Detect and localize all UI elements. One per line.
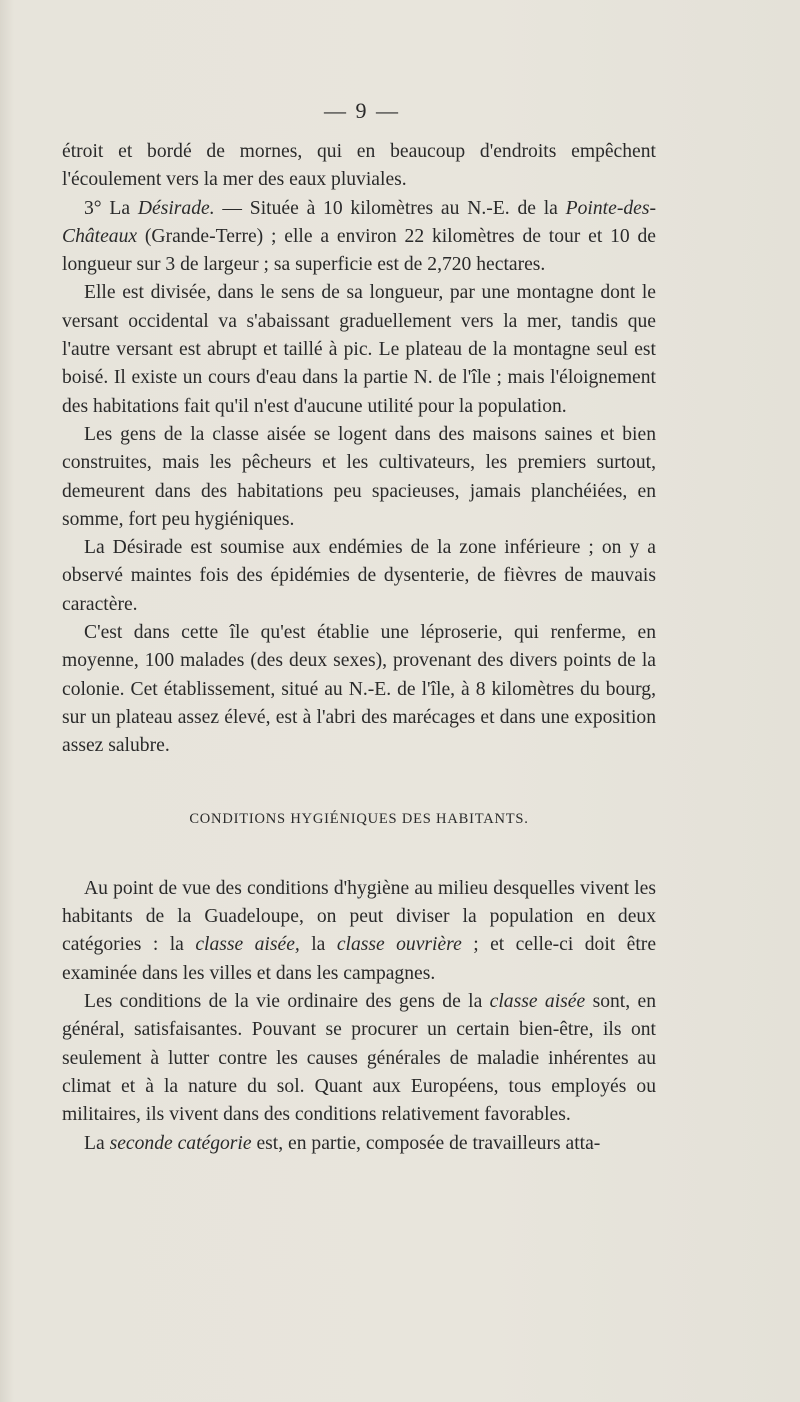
text-run: ; et celle-ci doit être examinée dans les villes et dans les campagnes. xyxy=(62,934,657,984)
page-number: — 9 — xyxy=(324,98,400,123)
italic-run: seconde catégorie xyxy=(109,1132,252,1154)
text-run: est, en partie, composée de travailleurs atta- xyxy=(251,1132,601,1154)
paragraph-leproserie: C'est dans cette île qu'est établie une léproserie, qui renferme, en moyenne, 100 malades (des deux sexes), provenant des divers points de la colonie. Cet établissement, situé au N.-E. de l'île, à 8 kilomètres du bourg, sur un plateau assez élevé, est à l'abri des marécages et dans une exposition assez salubre. xyxy=(62,622,656,757)
italic-run: classe ouvrière xyxy=(336,934,462,956)
section-heading: CONDITIONS HYGIÉNIQUES DES HABITANTS. xyxy=(189,810,529,827)
text-run: la xyxy=(299,934,337,956)
text-run: La xyxy=(84,1132,110,1154)
italic-run: classe aisée xyxy=(489,991,586,1013)
paragraph-montagne: Elle est divisée, dans le sens de sa longueur, par une montagne dont le versant occidental va s'abaissant graduellement vers la mer, tandis que l'autre versant est abrupt et taillé à pic. Le plateau de la montagne seul est boisé. Il existe un cours d'eau dans la partie N. de l'île ; mais l'éloignement des habitations fait qu'il n'est d'aucune utilité pour la population. xyxy=(62,282,656,417)
italic-run: Désirade. xyxy=(137,197,215,219)
text-run: (Grande-Terre) ; elle a environ 22 kilomètres de tour et 10 de longueur sur 3 de largeur ; sa superficie est de 2,720 hectares. xyxy=(62,225,656,276)
text-run: Au point de vue des conditions d'hygiène au milieu desquelles vivent les habitants de la Guadeloupe, on peut diviser la population en deux catégories : la xyxy=(62,877,656,956)
text-run: Les conditions de la vie ordinaire des gens de la xyxy=(84,991,490,1013)
text-run: 3° La xyxy=(84,197,138,219)
paragraph-desirade xyxy=(62,195,656,280)
paragraph-classe-aisee xyxy=(62,988,656,1129)
paragraph-endemies: La Désirade est soumise aux endémies de la zone inférieure ; on y a observé maintes fois des épidémies de dysenterie, de fièvres de mauvais caractère. xyxy=(62,537,656,615)
paragraph-continuation: étroit et bordé de mornes, qui en beaucoup d'endroits empêchent l'écoulement vers la mer des eaux pluviales. xyxy=(62,141,656,191)
text-run: — Située à 10 kilomètres au N.-E. de la xyxy=(214,197,566,219)
paragraph-categories xyxy=(62,875,656,988)
body-text xyxy=(62,138,656,1158)
italic-run: classe aisée, xyxy=(195,934,300,956)
text-run: sont, en général, satisfaisantes. Pouvant se procurer un certain bien-être, ils ont seulement à lutter contre les causes générales de maladie inhérentes au climat et à la nature du sol. Quant aux Européens, tous employés ou militaires, ils vivent dans des conditions relativement favorables. xyxy=(62,991,657,1126)
paragraph-seconde-categorie xyxy=(62,1130,656,1158)
paragraph-habitations: Les gens de la classe aisée se logent dans des maisons saines et bien construites, mais les pêcheurs et les cultivateurs, les premiers surtout, demeurent dans des habitations peu spacieuses, jamais planchéiées, en somme, fort peu hygiéniques. xyxy=(62,423,656,530)
italic-run: Pointe-des-Châteaux xyxy=(62,197,656,247)
